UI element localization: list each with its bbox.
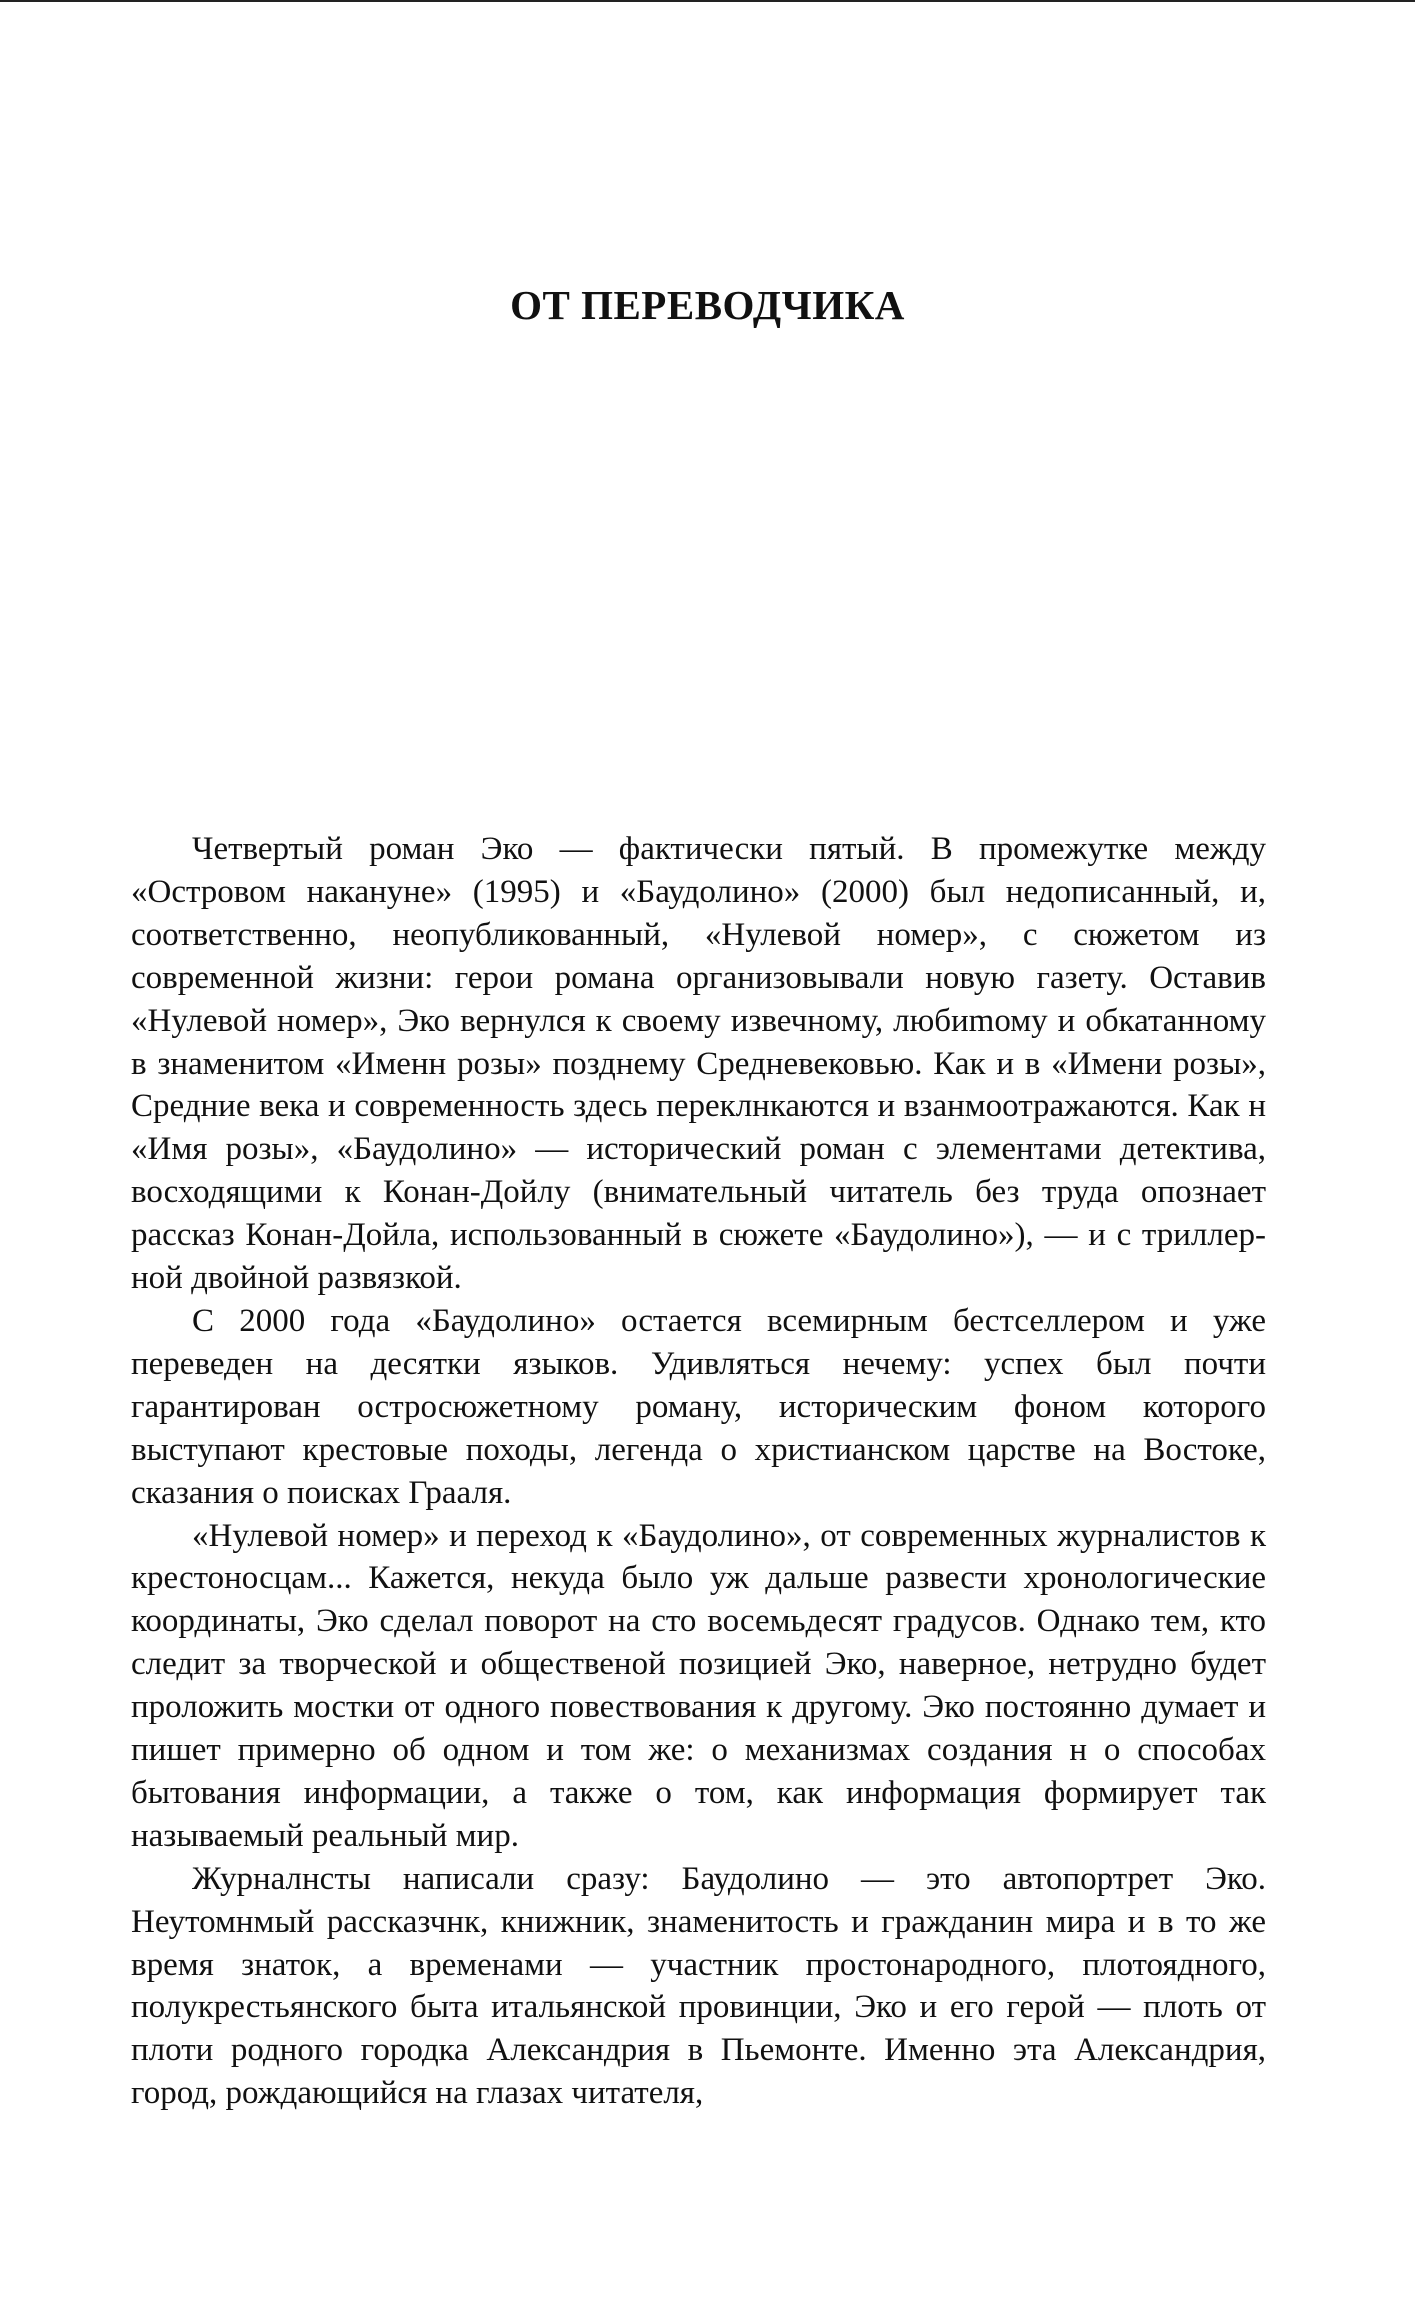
- paragraph-4: Журналнсты написали сразу: Баудолино — это автопортрет Эко. Неутомнмый рассказчнк, книжник, знаменитость и гражданин мира и в то же время знаток, а временами — участник простонародного, плотоядного, полукрестьянского быта итальянской провинции, Эко и его герой — плоть от плоти родного городка Александрия в Пьемонте. Именно эта Александрия, город, рождающийся на глазах читателя,: [131, 1860, 1266, 2112]
- paragraph-1: Четвертый роман Эко — фактически пятый. В промежутке между «Островом накануне» (1995) и «Баудолино» (2000) был недописанный, и, соответственно, неопубликованный, «Нулевой номер», с сюжетом из современной жизни: герои романа организовывали новую газету. Оставив «Нулевой номер», Эко вернулся к своему извечному, любиmому и обкатанному в знаменитом «Именн розы» позднему Средневековью. Как и в «Имени розы», Средние века и современность здесь переклнкаются и взанмоотражаются. Как н «Имя розы», «Баудолино» — исторический роман с элементами детектива, восходящими к Конан-Дойлу (внимательный читатель без труда опознает рассказ Конан-Дойла, использованный в сюжете «Баудолино»), — и с триллерной двойной развязкой.: [131, 831, 1266, 1297]
- text-body: [131, 828, 1266, 2115]
- paragraph-3: «Нулевой номер» и переход к «Баудолино», от современных журналистов к крестоносцам... Кажется, некуда было уж дальше развести хронологические координаты, Эко сделал поворот на сто восемьдесят градусов. Однако тем, кто следит за творческой и общественой позицией Эко, наверное, нетрудно будет проложить мостки от одного повествования к другому. Эко постоянно думает и пишет примерно об одном и том же: о механизмах создания н о способах бытования информации, а также о том, как информация формирует так называемый реальный мир.: [131, 1517, 1266, 1854]
- page-title: ОТ ПЕРЕВОДЧИКА: [510, 282, 905, 328]
- page-top-edge: [0, 0, 1415, 2]
- paragraph-2: С 2000 года «Баудолино» остается всемирным бестселлером и уже переведен на десятки языков. Удивляться нечему: успех был почти гарантирован остросюжетному роману, историческим фоном которого выступают крестовые походы, легенда о христианском царстве на Востоке, сказания о поисках Грааля.: [131, 1302, 1266, 1511]
